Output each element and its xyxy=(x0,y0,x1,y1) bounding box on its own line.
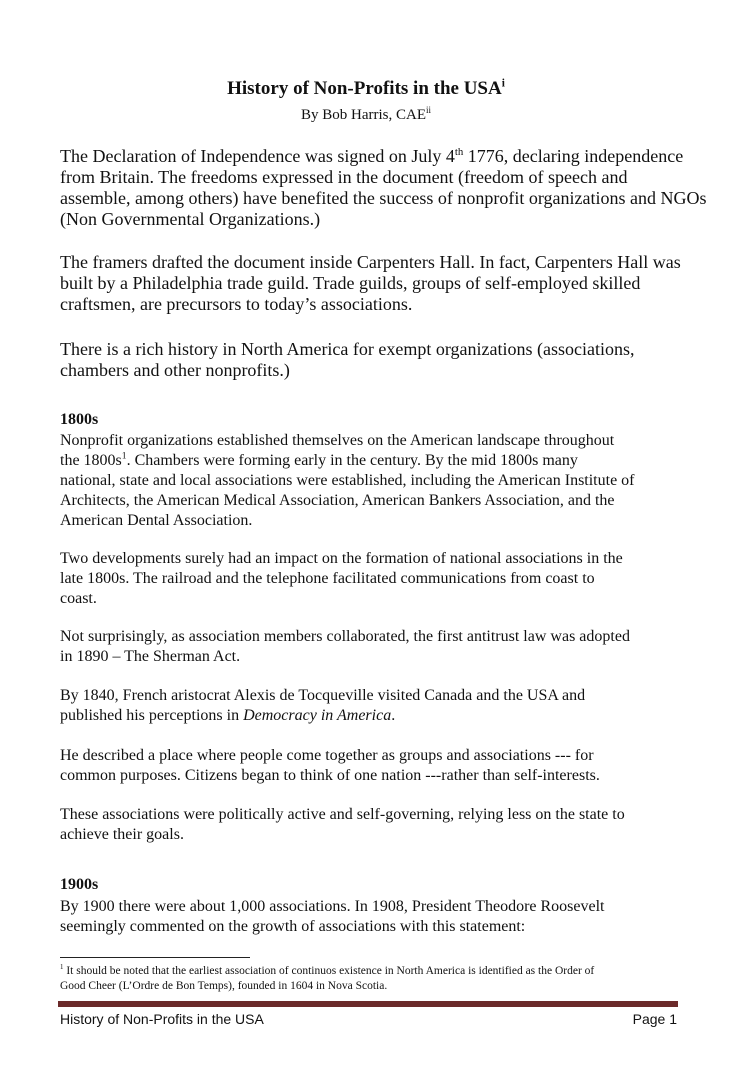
footnote-reference-1: 1 xyxy=(121,450,127,462)
paragraph-1800s-groups: He described a place where people come together as groups and associations --- for common purposes. Citizens began to think of one nation ---rather than self-interests. xyxy=(60,747,600,784)
section-heading-1900s: 1900s xyxy=(60,876,99,893)
paragraph-1900s-roosevelt: By 1900 there were about 1,000 associations. In 1908, President Theodore Roosevelt seemingly commented on the growth of associations with this statement: xyxy=(60,898,605,935)
footer-rule xyxy=(58,1001,678,1007)
paragraph-1800s-antitrust: Not surprisingly, as association members collaborated, the first antitrust law was adopted in 1890 – The Sherman Act. xyxy=(60,628,630,665)
title-endnote-marker: i xyxy=(501,77,505,90)
paragraph-1800s-self-governing: These associations were politically active and self-governing, relying less on the state to achieve their goals. xyxy=(60,806,625,843)
paragraph-1800s-developments: Two developments surely had an impact on the formation of national associations in the late 1800s. The railroad and the telephone facilitated communications from coast to coast. xyxy=(60,550,623,607)
byline-endnote-marker: ii xyxy=(425,105,431,115)
footer-document-title: History of Non-Profits in the USA xyxy=(60,1011,264,1027)
footnote-marker: 1 xyxy=(60,964,64,972)
intro-paragraph-carpenters-hall: The framers drafted the document inside Carpenters Hall. In fact, Carpenters Hall was built by a Philadelphia trade guild. Trade guilds, groups of self-employed skilled craftsmen, are precursors to today’s associations. xyxy=(60,252,681,314)
footer-page-number: Page 1 xyxy=(632,1011,677,1027)
paragraph-1800s-tocqueville: By 1840, French aristocrat Alexis de Tocqueville visited Canada and the USA and published his perceptions in Democracy in America. xyxy=(60,687,586,724)
section-heading-1800s: 1800s xyxy=(60,411,99,428)
intro-paragraph-declaration: The Declaration of Independence was signed on July 4th 1776, declaring independence from Britain. The freedoms expressed in the document (freedom of speech and assemble, among others) have benefited the success of nonprofit organizations and NGOs (Non Governmental Organizations.) xyxy=(60,146,707,229)
intro-paragraph-rich-history: There is a rich history in North America for exempt organizations (associations, chambers and other nonprofits.) xyxy=(60,339,635,380)
paragraph-1800s-landscape: Nonprofit organizations established themselves on the American landscape throughout the $1800s^1$. Chambers were forming early in the century. By the mid 1800s many national, state and local associations were established, including the American Institute of Architects, the American Medical Association, American Bankers Association, and the American Dental Association. xyxy=(60,432,635,529)
author-byline: By Bob Harris, CAE$^{ii}$ xyxy=(300,105,431,123)
footnote-separator xyxy=(60,957,250,958)
footnote-1: $^1$ It should be noted that the earliest association of continuos existence in North America is identified as the Order of Good Cheer (L’Ordre de Bon Temps), founded in 1604 in Nova Scotia. xyxy=(60,964,595,992)
book-title-democracy-in-america: Democracy in America xyxy=(243,707,392,724)
document-title: History of Non-Profits in the USA$^i$ xyxy=(227,77,505,99)
